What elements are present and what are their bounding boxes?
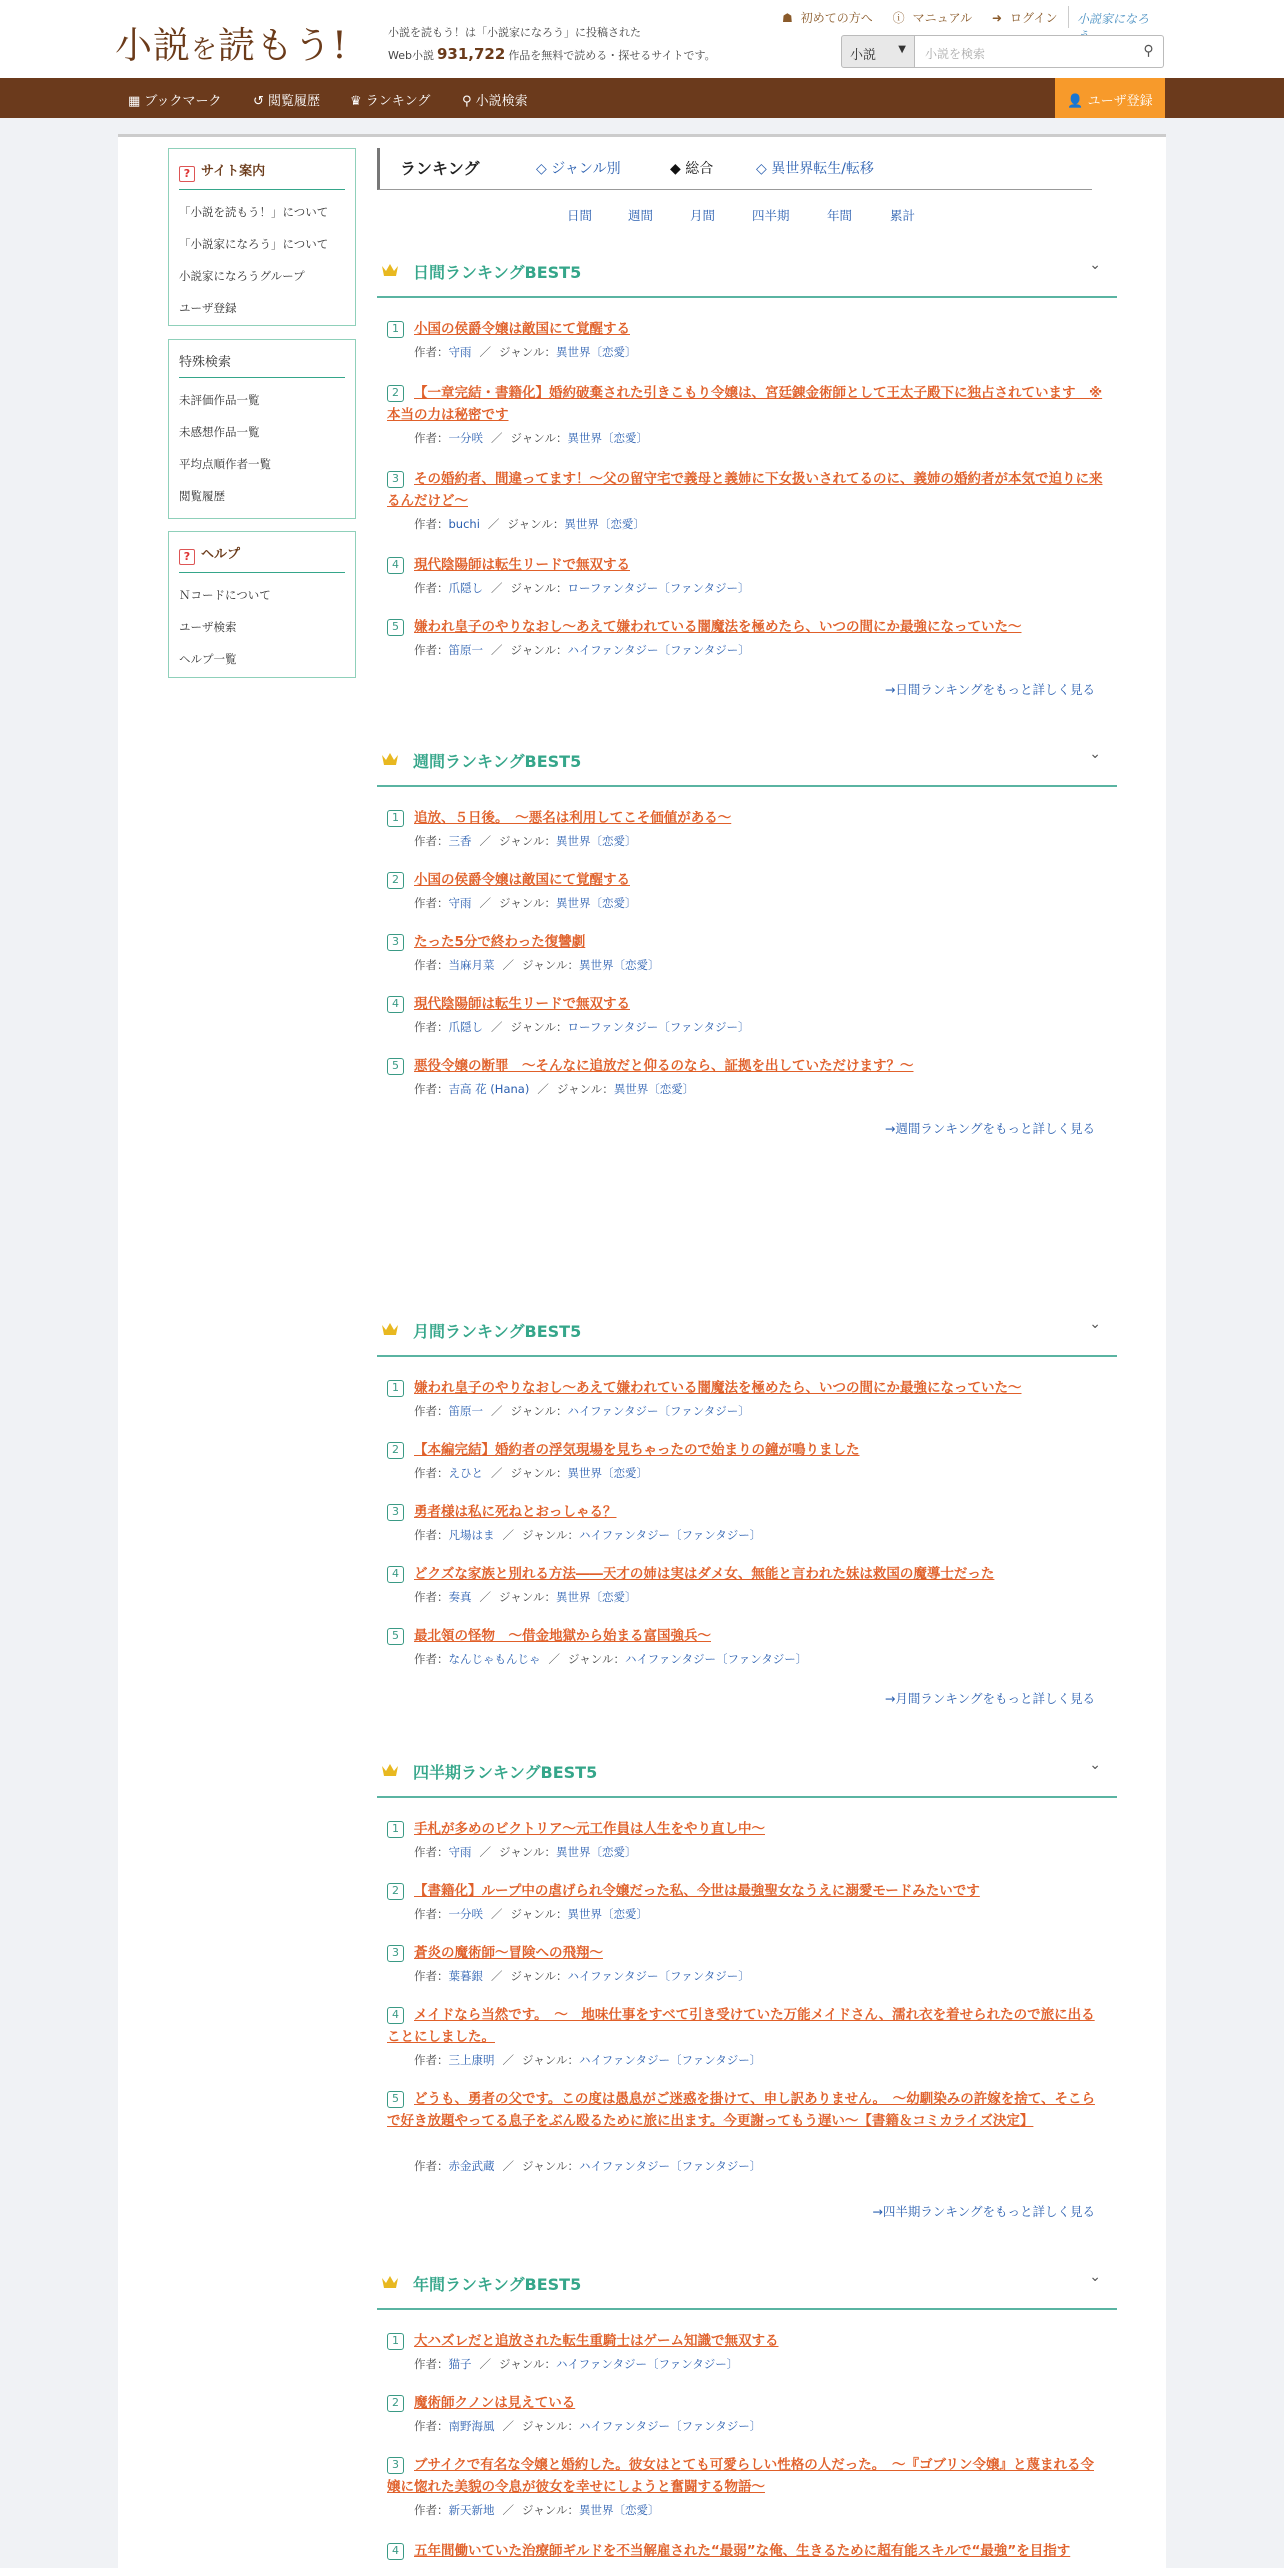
sidebar-item[interactable]: 小説家になろうグループ bbox=[179, 269, 305, 283]
rank-badge: 1 bbox=[387, 321, 404, 338]
rank-badge: 5 bbox=[387, 619, 404, 636]
nav-history[interactable] bbox=[253, 90, 320, 109]
genre-label: ジャンル： bbox=[507, 517, 565, 531]
work-meta bbox=[414, 430, 648, 446]
chevron-down-icon[interactable]: ⌄ bbox=[1089, 746, 1101, 762]
author-label: 作者： bbox=[414, 643, 449, 657]
meta-separator: ／ bbox=[502, 2419, 514, 2433]
rank-badge: 4 bbox=[387, 1566, 404, 1583]
section-header[interactable] bbox=[377, 741, 1117, 787]
sidebar-item[interactable]: 未評価作品一覧 bbox=[179, 393, 260, 407]
rank-badge: 1 bbox=[387, 2333, 404, 2350]
sidebar-item[interactable]: 閲覧履歴 bbox=[179, 489, 225, 503]
work-meta bbox=[414, 1081, 694, 1097]
work-title-link[interactable]: 最北領の怪物 ～借金地獄から始まる富国強兵～ bbox=[414, 1628, 711, 1644]
meta-separator: ／ bbox=[491, 1969, 503, 1983]
genre-label: ジャンル： bbox=[510, 1020, 568, 1034]
meta-separator: ／ bbox=[479, 345, 491, 359]
work-title-link[interactable]: 五年間働いていた治療師ギルドを不当解雇された“最弱”な俺、生きるために超有能スキルで“最強”を目指す bbox=[414, 2543, 1071, 2559]
rank-badge: 2 bbox=[387, 385, 404, 402]
author-label: 作者： bbox=[414, 2503, 449, 2517]
work-title-link[interactable]: 【一章完結・書籍化】婚約破棄された引きこもり令嬢は、宮廷錬金術師として王太子殿下に独占されています ※本当の力は秘密です bbox=[387, 385, 1103, 423]
work-meta bbox=[414, 1968, 750, 1984]
work-title-link[interactable]: 悪役令嬢の断罪 ～そんなに追放だと仰るのなら、証拠を出していただけます？～ bbox=[414, 1058, 914, 1074]
genre-label: ジャンル： bbox=[499, 896, 556, 910]
work-title-link[interactable]: 手札が多めのビクトリア〜元工作員は人生をやり直し中〜 bbox=[414, 1821, 765, 1837]
work-meta bbox=[414, 1906, 648, 1922]
bookmark-list-icon: ▦ bbox=[128, 94, 145, 109]
author-link[interactable]: 爪隠し bbox=[448, 581, 483, 595]
search-category-value: 小説 bbox=[850, 48, 877, 63]
author-link[interactable]: 葉暮銀 bbox=[448, 1969, 483, 1983]
author-label: 作者： bbox=[414, 517, 449, 531]
author-label: 作者： bbox=[414, 2159, 449, 2173]
work-title-link[interactable]: 小国の侯爵令嬢は敵国にて覚醒する bbox=[414, 872, 630, 888]
work-title-link[interactable]: ブサイクで有名な令嬢と婚約した。彼女はとても可愛らしい性格の人だった。 ～『ゴブリン令嬢』と蔑まれる令嬢に惚れた美貌の令息が彼女を幸せにしようと奮闘する物語～ bbox=[387, 2457, 1094, 2495]
work-title-link[interactable]: 大ハズレだと追放された転生重騎士はゲーム知識で無双する bbox=[414, 2333, 779, 2349]
rank-badge: 3 bbox=[387, 2457, 404, 2474]
user-register-button[interactable] bbox=[1055, 78, 1165, 118]
genre-label: ジャンル： bbox=[499, 1845, 556, 1859]
work-title-link[interactable]: 現代陰陽師は転生リードで無双する bbox=[414, 557, 630, 573]
more-ranking-link[interactable]: →四半期ランキングをもっと詳しく見る bbox=[872, 2204, 1095, 2219]
crown-icon bbox=[381, 1321, 399, 1337]
genre-link[interactable]: 異世界〔恋愛〕 bbox=[555, 345, 637, 359]
author-link[interactable]: えひと bbox=[448, 1466, 483, 1480]
user-icon: 👤 bbox=[1067, 94, 1088, 109]
meta-separator: ／ bbox=[537, 1082, 549, 1096]
genre-link[interactable]: ハイファンタジー〔ファンタジー〕 bbox=[567, 1404, 750, 1418]
meta-separator: ／ bbox=[548, 1652, 560, 1666]
rank-badge: 5 bbox=[387, 2091, 404, 2108]
rank-badge: 1 bbox=[387, 1821, 404, 1838]
sidebar-help bbox=[168, 531, 356, 678]
genre-label: ジャンル： bbox=[522, 2419, 579, 2433]
work-title-link[interactable]: 嫌われ皇子のやりなおし～あえて嫌われている闇魔法を極めたら、いつの間にか最強になっていた～ bbox=[414, 1380, 1022, 1396]
meta-separator: ／ bbox=[487, 517, 500, 531]
question-circle-icon: ⓘ bbox=[892, 11, 905, 25]
work-meta bbox=[414, 516, 645, 532]
period-tab-monthly[interactable]: 月間 bbox=[690, 208, 716, 223]
login-link[interactable] bbox=[992, 11, 1065, 25]
work-meta bbox=[414, 1019, 750, 1035]
genre-label: ジャンル： bbox=[568, 1652, 625, 1666]
sidebar-item[interactable]: Ｎコードについて bbox=[179, 588, 271, 602]
work-meta bbox=[414, 895, 636, 911]
author-label: 作者： bbox=[414, 1466, 449, 1480]
genre-label: ジャンル： bbox=[510, 643, 568, 657]
work-title-link[interactable]: たった5分で終わった復讐劇 bbox=[414, 934, 586, 950]
nav-ranking[interactable] bbox=[350, 90, 430, 109]
meta-separator: ／ bbox=[502, 2053, 514, 2067]
work-meta bbox=[414, 2158, 761, 2174]
genre-label: ジャンル： bbox=[510, 1466, 568, 1480]
work-meta bbox=[414, 957, 659, 973]
search-category-select[interactable] bbox=[841, 35, 915, 68]
author-label: 作者： bbox=[414, 834, 449, 848]
work-meta bbox=[414, 1844, 636, 1860]
genre-label: ジャンル： bbox=[510, 431, 568, 445]
logo-text-3: 読もう! bbox=[218, 24, 348, 67]
meta-separator: ／ bbox=[479, 1845, 491, 1859]
sidebar-item[interactable]: ユーザ登録 bbox=[179, 301, 237, 315]
more-ranking-link[interactable]: →月間ランキングをもっと詳しく見る bbox=[884, 1691, 1095, 1706]
genre-link[interactable]: 異世界〔恋愛〕 bbox=[578, 2503, 660, 2517]
section-title: 日間ランキングBEST5 bbox=[413, 263, 582, 282]
meta-separator: ／ bbox=[479, 896, 491, 910]
search-button[interactable] bbox=[1134, 35, 1164, 68]
rank-badge: 4 bbox=[387, 2007, 404, 2024]
author-link[interactable]: 守雨 bbox=[448, 1845, 472, 1859]
chevron-down-icon[interactable]: ⌄ bbox=[1089, 2269, 1101, 2285]
author-link[interactable]: 奏真 bbox=[448, 1590, 472, 1604]
author-label: 作者： bbox=[414, 2053, 449, 2067]
author-link[interactable]: 猫子 bbox=[448, 2357, 472, 2371]
nav-history-label: 閲覧履歴 bbox=[268, 94, 321, 109]
genre-link[interactable]: ハイファンタジー〔ファンタジー〕 bbox=[567, 643, 750, 657]
genre-label: ジャンル： bbox=[499, 834, 556, 848]
period-tab-yearly[interactable]: 年間 bbox=[827, 208, 853, 223]
rank-badge: 3 bbox=[387, 1945, 404, 1962]
tab-isekai[interactable]: ◇ 異世界転生/転移 bbox=[756, 161, 874, 177]
author-link[interactable]: 三上康明 bbox=[448, 2053, 495, 2067]
question-icon: ? bbox=[179, 166, 195, 182]
sidebar-heading: 特殊検索 bbox=[179, 348, 345, 378]
nav-search-label: 小説検索 bbox=[475, 94, 528, 109]
author-label: 作者： bbox=[414, 896, 449, 910]
meta-separator: ／ bbox=[479, 2357, 491, 2371]
period-tab-total[interactable]: 累計 bbox=[890, 208, 916, 223]
genre-link[interactable]: 異世界〔恋愛〕 bbox=[567, 1466, 648, 1480]
sidebar-heading-label: ヘルプ bbox=[201, 547, 241, 562]
rank-badge: 3 bbox=[387, 471, 404, 488]
site-header bbox=[0, 0, 1284, 78]
work-title-link[interactable]: 現代陰陽師は転生リードで無双する bbox=[414, 996, 630, 1012]
work-meta bbox=[414, 1527, 761, 1543]
author-label: 作者： bbox=[414, 1845, 449, 1859]
genre-link[interactable]: 異世界〔恋愛〕 bbox=[564, 517, 645, 531]
search-input[interactable]: 小説を検索 bbox=[914, 35, 1141, 68]
sidebar-site-intro bbox=[168, 148, 356, 326]
ranking-section-yearly bbox=[377, 2264, 1117, 2568]
author-label: 作者： bbox=[414, 1969, 449, 1983]
meta-separator: ／ bbox=[502, 958, 514, 972]
genre-link[interactable]: ハイファンタジー〔ファンタジー〕 bbox=[567, 1969, 750, 1983]
rank-badge: 2 bbox=[387, 2395, 404, 2412]
login-icon: ➜ bbox=[991, 11, 1003, 25]
genre-label: ジャンル： bbox=[510, 581, 568, 595]
question-icon: ? bbox=[179, 549, 195, 565]
genre-link[interactable]: ハイファンタジー〔ファンタジー〕 bbox=[555, 2357, 739, 2371]
author-label: 作者： bbox=[414, 345, 449, 359]
author-label: 作者： bbox=[414, 431, 449, 445]
rank-badge: 5 bbox=[387, 1628, 404, 1645]
page-title: ランキング bbox=[400, 159, 480, 178]
author-link[interactable]: なんじゃもんじゃ bbox=[448, 1652, 541, 1666]
author-link[interactable]: 一分咲 bbox=[448, 431, 483, 445]
author-label: 作者： bbox=[414, 1528, 449, 1542]
author-label: 作者： bbox=[414, 1590, 449, 1604]
tab-overall[interactable]: ◆ 総合 bbox=[670, 161, 714, 177]
genre-label: ジャンル： bbox=[510, 1969, 568, 1983]
meta-separator: ／ bbox=[491, 1020, 503, 1034]
ranking-section-quarterly bbox=[377, 1752, 1117, 2222]
ranking-section-weekly bbox=[377, 741, 1117, 1145]
rank-badge: 3 bbox=[387, 1504, 404, 1521]
section-header[interactable] bbox=[377, 252, 1117, 298]
genre-link[interactable]: 異世界〔恋愛〕 bbox=[555, 1590, 637, 1604]
author-link[interactable]: 一分咲 bbox=[448, 1907, 483, 1921]
meta-separator: ／ bbox=[479, 834, 491, 848]
work-meta bbox=[414, 344, 636, 360]
work-meta bbox=[414, 2418, 761, 2434]
genre-label: ジャンル： bbox=[522, 958, 579, 972]
work-title-link[interactable]: 蒼炎の魔術師〜冒険への飛翔〜 bbox=[414, 1945, 603, 1961]
sidebar-item[interactable]: 平均点順作者一覧 bbox=[179, 457, 271, 471]
meta-separator: ／ bbox=[491, 1907, 503, 1921]
login-link-label: ログイン bbox=[1010, 11, 1058, 25]
sidebar-item[interactable]: 「小説を読もう！」について bbox=[179, 205, 329, 219]
rank-badge: 4 bbox=[387, 996, 404, 1013]
section-title: 年間ランキングBEST5 bbox=[413, 2275, 582, 2294]
author-link[interactable]: 守雨 bbox=[448, 896, 472, 910]
more-ranking-link[interactable]: →日間ランキングをもっと詳しく見る bbox=[884, 682, 1095, 697]
work-meta bbox=[414, 1465, 648, 1481]
genre-link[interactable]: 異世界〔恋愛〕 bbox=[555, 1845, 637, 1859]
work-meta bbox=[414, 1403, 750, 1419]
meta-separator: ／ bbox=[491, 581, 503, 595]
nav-bookmark[interactable] bbox=[128, 90, 222, 109]
search-icon: ⚲ bbox=[1143, 43, 1154, 59]
author-label: 作者： bbox=[414, 1082, 449, 1096]
author-label: 作者： bbox=[414, 2419, 449, 2433]
genre-link[interactable]: ハイファンタジー〔ファンタジー〕 bbox=[578, 2419, 762, 2433]
genre-label: ジャンル： bbox=[522, 2159, 579, 2173]
section-header[interactable] bbox=[377, 1311, 1117, 1357]
section-header[interactable] bbox=[377, 2264, 1117, 2310]
rank-badge: 4 bbox=[387, 2543, 404, 2560]
chevron-down-icon: ▼ bbox=[898, 44, 906, 55]
genre-label: ジャンル： bbox=[510, 1404, 568, 1418]
beginner-link[interactable] bbox=[782, 11, 881, 25]
genre-label: ジャンル： bbox=[499, 2357, 556, 2371]
work-title-link[interactable]: 魔術師クノンは見えている bbox=[414, 2395, 576, 2411]
period-tab-daily[interactable]: 日間 bbox=[567, 208, 593, 223]
author-label: 作者： bbox=[414, 1404, 449, 1418]
work-meta bbox=[414, 833, 636, 849]
meta-separator: ／ bbox=[502, 1528, 514, 1542]
genre-link[interactable]: ハイファンタジー〔ファンタジー〕 bbox=[624, 1652, 808, 1666]
sidebar-heading bbox=[179, 540, 345, 573]
author-link[interactable]: 笛原一 bbox=[448, 643, 483, 657]
genre-label: ジャンル： bbox=[499, 1590, 556, 1604]
period-tab-weekly[interactable]: 週間 bbox=[628, 208, 654, 223]
author-label: 作者： bbox=[414, 1652, 449, 1666]
rank-badge: 1 bbox=[387, 810, 404, 827]
rank-badge: 2 bbox=[387, 1883, 404, 1900]
beginner-link-label: 初めての方へ bbox=[800, 11, 873, 25]
rank-badge: 2 bbox=[387, 872, 404, 889]
author-link[interactable]: 南野海風 bbox=[448, 2419, 495, 2433]
rank-badge: 2 bbox=[387, 1442, 404, 1459]
sidebar-item[interactable]: 未感想作品一覧 bbox=[179, 425, 260, 439]
crown-icon bbox=[381, 2274, 399, 2290]
work-title-link[interactable]: 勇者様は私に死ねとおっしゃる？ bbox=[414, 1504, 617, 1520]
author-link[interactable]: 赤金武蔵 bbox=[448, 2159, 495, 2173]
work-title-link[interactable]: 嫌われ皇子のやりなおし～あえて嫌われている闇魔法を極めたら、いつの間にか最強になっていた～ bbox=[414, 619, 1022, 635]
site-description: 小説を読もう！は「小説家になろう」に投稿された bbox=[388, 26, 641, 39]
site-logo[interactable] bbox=[115, 15, 348, 69]
search-icon: ⚲ bbox=[462, 94, 476, 109]
author-label: 作者： bbox=[414, 958, 449, 972]
period-tab-quarterly[interactable]: 四半期 bbox=[752, 208, 790, 223]
work-meta bbox=[414, 1589, 636, 1605]
meta-separator: ／ bbox=[491, 1466, 503, 1480]
section-title: 四半期ランキングBEST5 bbox=[413, 1763, 598, 1782]
work-meta bbox=[414, 1651, 807, 1667]
rank-badge: 4 bbox=[387, 557, 404, 574]
meta-separator: ／ bbox=[491, 431, 503, 445]
sidebar-heading-label: サイト案内 bbox=[201, 164, 266, 179]
more-ranking-link[interactable]: →週間ランキングをもっと詳しく見る bbox=[884, 1121, 1095, 1136]
meta-separator: ／ bbox=[491, 643, 503, 657]
work-meta bbox=[414, 2502, 659, 2518]
author-label: 作者： bbox=[414, 581, 449, 595]
genre-link[interactable]: 異世界〔恋愛〕 bbox=[613, 1082, 695, 1096]
author-link[interactable]: 凡場はま bbox=[448, 1528, 495, 1542]
ranking-section-daily bbox=[377, 252, 1117, 708]
section-header[interactable] bbox=[377, 1752, 1117, 1798]
rank-badge: 5 bbox=[387, 1058, 404, 1075]
chevron-down-icon[interactable]: ⌄ bbox=[1089, 1757, 1101, 1773]
sidebar-special-search bbox=[168, 339, 356, 519]
header-links bbox=[782, 9, 1073, 26]
genre-link[interactable]: ハイファンタジー〔ファンタジー〕 bbox=[578, 2053, 762, 2067]
global-nav bbox=[0, 78, 1284, 118]
work-title-link[interactable]: 【書籍化】ループ中の虐げられ令嬢だった私、今世は最強聖女なうえに溺愛モードみたいです bbox=[414, 1883, 980, 1899]
work-meta bbox=[414, 2356, 738, 2372]
work-meta bbox=[414, 2052, 761, 2068]
manual-link[interactable] bbox=[893, 11, 981, 25]
work-title-link[interactable]: メイドなら当然です。 ～ 地味仕事をすべて引き受けていた万能メイドさん、濡れ衣を着せられたので旅に出ることにしました。 bbox=[387, 2007, 1095, 2045]
work-title-link[interactable]: どクズな家族と別れる方法――天才の姉は実はダメ女、無能と言われた妹は救国の魔導士だった bbox=[414, 1566, 995, 1582]
genre-link[interactable]: 異世界〔恋愛〕 bbox=[567, 1907, 648, 1921]
work-title-link[interactable]: 小国の侯爵令嬢は敵国にて覚醒する bbox=[414, 321, 630, 337]
author-label: 作者： bbox=[414, 1907, 449, 1921]
manual-link-label: マニュアル bbox=[912, 11, 973, 25]
section-title: 月間ランキングBEST5 bbox=[413, 1322, 582, 1341]
work-title-link[interactable]: 追放、５日後。 ～悪名は利用してこそ価値がある～ bbox=[414, 810, 732, 826]
logo-text-2: を bbox=[191, 35, 219, 65]
author-link[interactable]: 爪隠し bbox=[448, 1020, 483, 1034]
nav-bookmark-label: ブックマーク bbox=[144, 94, 222, 109]
genre-label: ジャンル： bbox=[556, 1082, 614, 1096]
genre-link[interactable]: ハイファンタジー〔ファンタジー〕 bbox=[578, 2159, 762, 2173]
genre-label: ジャンル： bbox=[522, 1528, 579, 1542]
author-label: 作者： bbox=[414, 2357, 449, 2371]
author-link[interactable]: 笛原一 bbox=[448, 1404, 483, 1418]
work-count-line bbox=[388, 45, 716, 63]
meta-separator: ／ bbox=[502, 2159, 514, 2173]
genre-link[interactable]: 異世界〔恋愛〕 bbox=[578, 958, 660, 972]
chevron-down-icon[interactable]: ⌄ bbox=[1089, 1316, 1101, 1332]
crown-icon: ♛ bbox=[350, 94, 366, 109]
genre-link[interactable]: 異世界〔恋愛〕 bbox=[567, 431, 648, 445]
nav-search[interactable] bbox=[462, 90, 528, 109]
nav-ranking-label: ランキング bbox=[365, 94, 431, 109]
genre-label: ジャンル： bbox=[510, 1907, 568, 1921]
sidebar-item[interactable]: 「小説家になろう」について bbox=[179, 237, 329, 251]
tab-genre[interactable]: ◇ ジャンル別 bbox=[536, 161, 621, 177]
work-count-prefix: Web小説 bbox=[388, 49, 434, 62]
sidebar-item[interactable]: ユーザ検索 bbox=[179, 620, 237, 634]
logo-text-1: 小説 bbox=[115, 24, 191, 67]
work-count: 931,722 bbox=[436, 45, 506, 63]
rank-badge: 1 bbox=[387, 1380, 404, 1397]
crown-icon bbox=[381, 751, 399, 767]
genre-label: ジャンル： bbox=[499, 345, 556, 359]
user-register-label: ユーザ登録 bbox=[1087, 94, 1153, 109]
rank-badge: 3 bbox=[387, 934, 404, 951]
ranking-header bbox=[377, 148, 1092, 190]
author-link[interactable]: 新天新地 bbox=[448, 2503, 495, 2517]
section-title: 週間ランキングBEST5 bbox=[413, 752, 582, 771]
work-count-suffix: 作品を無料で読める・探せるサイトです。 bbox=[508, 49, 716, 62]
ranking-section-monthly bbox=[377, 1311, 1117, 1715]
work-title-link[interactable]: その婚約者、間違ってます！～父の留守宅で義母と義姉に下女扱いされてるのに、義姉の婚約者が本気で迫りに来るんだけど～ bbox=[387, 471, 1103, 509]
genre-link[interactable]: ローファンタジー〔ファンタジー〕 bbox=[567, 581, 750, 595]
author-link[interactable]: 吉高 花 (Hana) bbox=[448, 1082, 530, 1096]
crown-icon bbox=[381, 262, 399, 278]
sidebar-item[interactable]: ヘルプ一覧 bbox=[179, 652, 237, 666]
genre-link[interactable]: 異世界〔恋愛〕 bbox=[555, 834, 637, 848]
meta-separator: ／ bbox=[491, 1404, 503, 1418]
author-label: 作者： bbox=[414, 1020, 449, 1034]
chevron-down-icon[interactable]: ⌄ bbox=[1089, 257, 1101, 273]
crown-icon bbox=[381, 1762, 399, 1778]
genre-link[interactable]: ローファンタジー〔ファンタジー〕 bbox=[567, 1020, 750, 1034]
genre-label: ジャンル： bbox=[522, 2053, 579, 2067]
history-icon: ↺ bbox=[253, 94, 269, 109]
genre-link[interactable]: 異世界〔恋愛〕 bbox=[555, 896, 637, 910]
work-meta bbox=[414, 580, 750, 596]
genre-label: ジャンル： bbox=[522, 2503, 579, 2517]
author-link[interactable]: 当麻月菜 bbox=[448, 958, 495, 972]
author-link[interactable]: 守雨 bbox=[448, 345, 472, 359]
work-title-link[interactable]: どうも、勇者の父です。この度は愚息がご迷惑を掛けて、申し訳ありません。 〜幼馴染みの許嫁を捨て、そこらで好き放題やってる息子をぶん殴るために旅に出ます。今更謝ってもう遅い〜【書籍＆コミカライズ決定】 bbox=[387, 2091, 1095, 2129]
work-meta bbox=[414, 642, 750, 658]
beginner-icon: ☗ bbox=[782, 11, 793, 25]
meta-separator: ／ bbox=[502, 2503, 514, 2517]
genre-link[interactable]: ハイファンタジー〔ファンタジー〕 bbox=[578, 1528, 762, 1542]
meta-separator: ／ bbox=[479, 1590, 491, 1604]
work-title-link[interactable]: 【本編完結】婚約者の浮気現場を見ちゃったので始まりの鐘が鳴りました bbox=[414, 1442, 860, 1458]
sidebar-heading bbox=[179, 157, 345, 190]
author-link[interactable]: buchi bbox=[448, 517, 480, 531]
narou-brand-link[interactable]: 小説家になろ bbox=[1068, 6, 1164, 28]
author-link[interactable]: 三香 bbox=[448, 834, 472, 848]
